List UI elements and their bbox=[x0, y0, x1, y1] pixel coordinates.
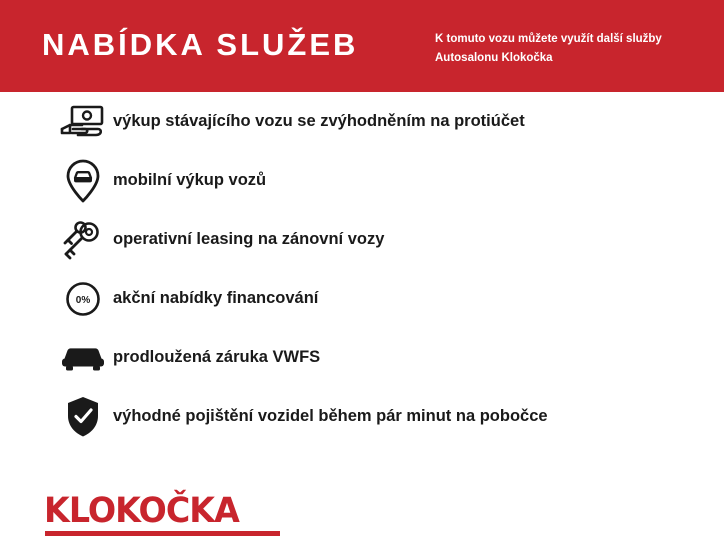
service-item-operative-leasing bbox=[0, 210, 724, 269]
header-subtitle-line2: Autosalonu Klokočka bbox=[435, 52, 553, 64]
service-item-trade-in bbox=[0, 92, 724, 151]
service-label: mobilní výkup vozů bbox=[113, 171, 267, 189]
services-list bbox=[0, 92, 724, 446]
map-pin-car-icon bbox=[57, 157, 109, 205]
footer bbox=[0, 478, 724, 560]
service-item-extended-warranty bbox=[0, 328, 724, 387]
banknote-hand-icon bbox=[57, 98, 109, 146]
keys-icon bbox=[57, 216, 109, 264]
svg-text:0%: 0% bbox=[75, 294, 91, 306]
zero-percent-circle-icon bbox=[57, 275, 109, 323]
service-label: výhodné pojištění vozidel během pár minut na pobočce bbox=[113, 407, 548, 425]
page-title: NABÍDKA SLUŽEB bbox=[42, 27, 359, 62]
header-banner bbox=[0, 0, 724, 92]
service-label: výkup stávajícího vozu se zvýhodněním na protiúčet bbox=[113, 112, 525, 130]
service-item-mobile-purchase bbox=[0, 151, 724, 210]
service-label: operativní leasing na zánovní vozy bbox=[113, 230, 385, 248]
header-subtitle bbox=[435, 30, 700, 68]
car-front-icon bbox=[57, 334, 109, 382]
shield-check-icon bbox=[57, 393, 109, 441]
klokocka-logo: KLOKOČKA bbox=[44, 491, 239, 531]
header-subtitle-line1: K tomuto vozu můžete využít další služby bbox=[435, 33, 662, 45]
service-item-financing bbox=[0, 269, 724, 328]
service-label: akční nabídky financování bbox=[113, 289, 319, 307]
service-item-insurance bbox=[0, 387, 724, 446]
service-label: prodloužená záruka VWFS bbox=[113, 348, 321, 366]
logo-underline bbox=[45, 531, 280, 536]
